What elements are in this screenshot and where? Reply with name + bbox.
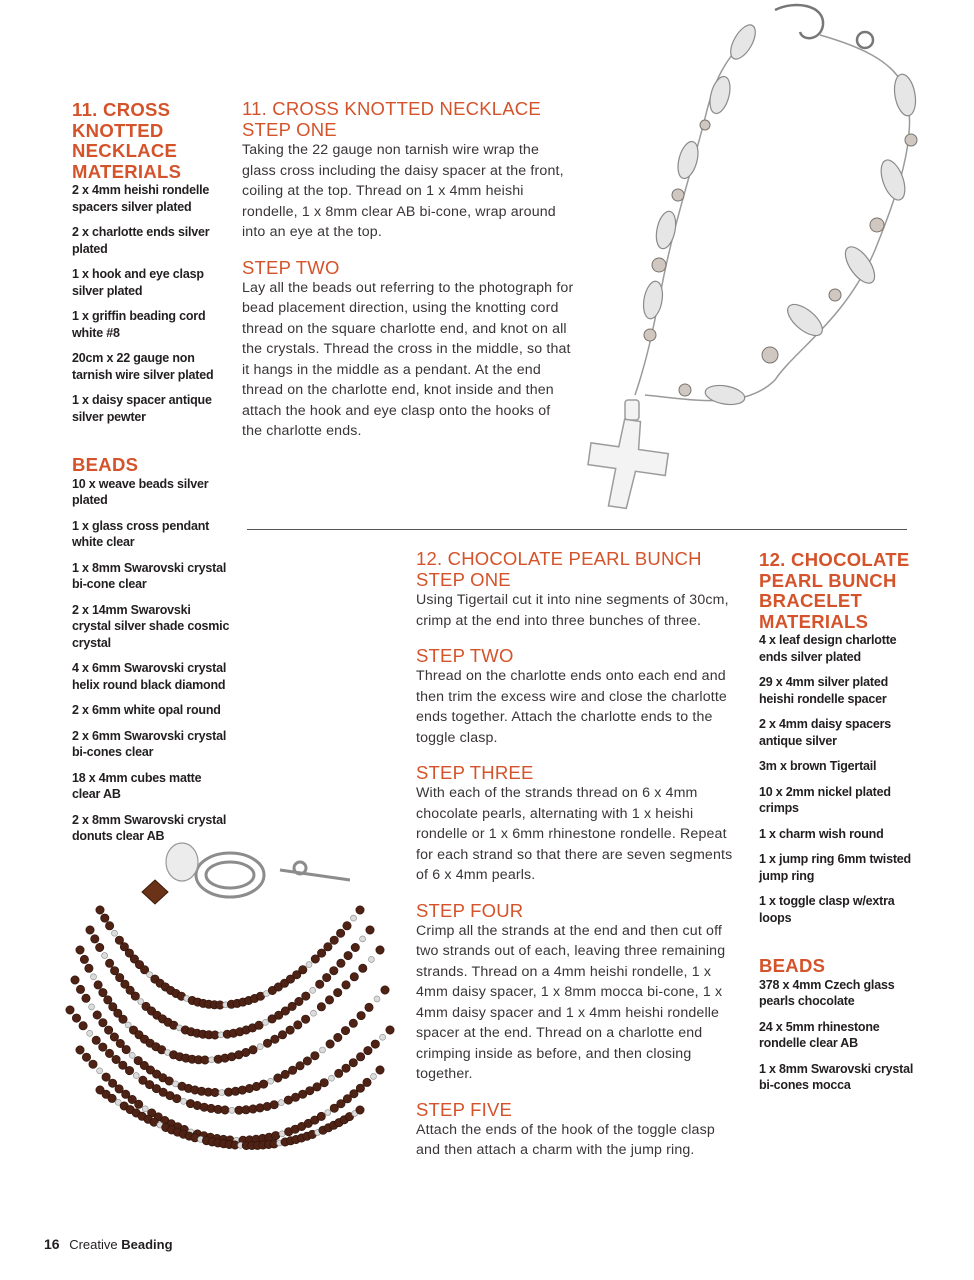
step-text: Thread on the charlotte ends onto each end and then trim the excess wire and close the charlotte ends together. Attach the charlotte ends to the toggle clasp.: [416, 668, 727, 746]
pearl-bead: [359, 964, 367, 972]
step-heading: STEP TWO: [416, 645, 514, 666]
rondelle-bead: [142, 1106, 148, 1112]
pearl-bead: [82, 994, 90, 1002]
list-item: 4 x leaf design charlotte ends silver plated: [759, 633, 897, 664]
pearl-bead: [334, 988, 342, 996]
pearl-bead: [317, 949, 325, 957]
pearl-bead: [356, 906, 364, 914]
step-heading: STEP ONE: [416, 569, 511, 590]
materials-list-12: [759, 632, 917, 926]
rondelle-bead: [278, 1100, 284, 1106]
rondelle-bead: [209, 1057, 215, 1063]
pearl-bead: [86, 926, 94, 934]
pearl-bead: [286, 1026, 294, 1034]
pearl-bead: [173, 1094, 181, 1102]
pearl-bead: [330, 967, 338, 975]
pearl-bead: [76, 985, 84, 993]
pearl-bead: [105, 922, 113, 930]
list-item: 1 x daisy spacer antique silver pewter: [72, 393, 212, 424]
rondelle-bead: [374, 996, 380, 1002]
rondelle-bead: [91, 974, 97, 980]
pearl-bead: [122, 1045, 130, 1053]
pearl-bead: [110, 967, 118, 975]
pearl-bead: [299, 966, 307, 974]
materials-heading-11: 11. CROSS KNOTTED NECKLACE MATERIALS: [72, 99, 182, 182]
pearl-bead: [82, 1053, 90, 1061]
rondelle-bead: [311, 1010, 317, 1016]
section-divider: [247, 529, 907, 530]
pearl-bead: [294, 1021, 302, 1029]
instructions-11: [242, 98, 574, 456]
pearl-bead: [270, 1101, 278, 1109]
beads-heading-11: BEADS: [72, 454, 139, 475]
bracelet-photo: [60, 840, 405, 1220]
pearl-bead: [326, 1040, 334, 1048]
pearl-bead: [343, 922, 351, 930]
pearl-bead: [201, 1056, 209, 1064]
beads-list-11: [72, 476, 230, 845]
list-item: 2 x 6mm white opal round: [72, 703, 221, 717]
step-heading: STEP FOUR: [416, 899, 524, 921]
hook-clasp: [775, 5, 873, 48]
pearl-bead: [259, 1080, 267, 1088]
magazine-brand: Beading: [121, 1237, 173, 1252]
rondelle-bead: [371, 1073, 377, 1079]
pearl-bead: [335, 1069, 343, 1077]
pearl-bead: [92, 1036, 100, 1044]
beads-heading-12: BEADS: [759, 955, 826, 976]
rondelle-bead: [360, 936, 366, 942]
project-title-11: 11. CROSS KNOTTED NECKLACE: [242, 98, 541, 119]
list-item: 1 x charm wish round: [759, 826, 884, 841]
instructions-12: [416, 548, 734, 1175]
list-item: 4 x 6mm Swarovski crystal helix round black diamond: [72, 661, 227, 692]
list-item: 1 x griffin beading cord white #8: [72, 309, 206, 340]
rondelle-bead: [257, 1044, 263, 1050]
pearl-bead: [221, 1106, 229, 1114]
rondelle-bead: [129, 1052, 135, 1058]
step-text: Lay all the beads out referring to the photograph for bead placement direction, using the knotting cord thread on the square charlotte end, and knot on all the crystals. Thread the cross in the middle, so that it hangs in the middle as a pendant. At the end thread on the charlotte end, knot inside and then attach the hook and eye clasp onto the hooks of the charlotte ends.: [242, 279, 574, 439]
step-text: Taking the 22 gauge non tarnish wire wrap the glass cross including the daisy spacer at the front, coiling at the top. Thread on 1 x 4mm heishi rondelle, 1 x 8mm clear AB bi-cone, wrap around into an eye at the top.: [242, 142, 564, 240]
pearl-bead: [76, 946, 84, 954]
pearl-bead: [125, 1066, 133, 1074]
pearl-bead: [211, 1088, 219, 1096]
pearl-bead: [281, 1070, 289, 1078]
step-text: Using Tigertail cut it into nine segments of 30cm, crimp at the end into three bunches of three.: [416, 592, 729, 629]
necklace-photo: [575, 0, 974, 520]
pearl-bead: [302, 992, 310, 1000]
pearl-bead: [325, 996, 333, 1004]
pearl-bead: [356, 1084, 364, 1092]
pearl-bead: [105, 959, 113, 967]
pearl-bead: [364, 1046, 372, 1054]
pearl-bead: [255, 1021, 263, 1029]
pearl-bead: [357, 1011, 365, 1019]
materials-list-11: [72, 182, 230, 425]
pearl-bead: [272, 1131, 280, 1139]
pearl-bead: [376, 946, 384, 954]
pearl-bead: [349, 1059, 357, 1067]
pearl-bead: [303, 1057, 311, 1065]
pearl-bead: [323, 973, 331, 981]
bicone-crystal: [142, 880, 168, 904]
cross-pendant: [583, 400, 672, 513]
rondelle-bead: [112, 930, 118, 936]
pearl-bead: [101, 914, 109, 922]
pearl-bead: [342, 1064, 350, 1072]
rondelle-bead: [268, 1078, 274, 1084]
rondelle-bead: [181, 1098, 187, 1104]
rondelle-bead: [133, 1073, 139, 1079]
toggle-clasp: [196, 853, 350, 897]
rondelle-bead: [310, 987, 316, 993]
pearl-bead: [365, 1003, 373, 1011]
pearl-bead: [135, 1100, 143, 1108]
pearl-bead: [356, 1106, 364, 1114]
pearl-bead: [342, 981, 350, 989]
pearl-bead: [330, 936, 338, 944]
pearl-bead: [324, 943, 332, 951]
pearl-bead: [71, 976, 79, 984]
project-title-12: 12. CHOCOLATE PEARL BUNCH: [416, 548, 702, 569]
rondelle-bead: [219, 1090, 225, 1096]
list-item: 2 x 6mm Swarovski crystal bi-cones clear: [72, 728, 227, 759]
pearl-bead: [296, 1062, 304, 1070]
step-heading: STEP FIVE: [416, 1098, 513, 1120]
pearl-bead: [311, 1052, 319, 1060]
list-item: 24 x 5mm rhinestone rondelle clear AB: [759, 1019, 880, 1050]
rondelle-bead: [306, 962, 312, 968]
pearl-bead: [91, 935, 99, 943]
pearl-bead: [80, 955, 88, 963]
materials-heading-12: 12. CHOCOLATE PEARL BUNCH BRACELET MATERIALS: [759, 549, 910, 632]
list-item: 10 x 2mm nickel plated crimps: [759, 784, 891, 815]
pearl-bead: [108, 1079, 116, 1087]
pearl-bead: [381, 986, 389, 994]
rondelle-bead: [320, 1047, 326, 1053]
pearl-bead: [102, 1073, 110, 1081]
pearl-bead: [316, 980, 324, 988]
pearl-bead: [363, 1078, 371, 1086]
pearl-bead: [119, 1015, 127, 1023]
charm: [166, 843, 198, 881]
list-item: 1 x 8mm Swarovski crystal bi-cone clear: [72, 560, 227, 591]
pearl-bead: [112, 1055, 120, 1063]
pearl-bead: [79, 1022, 87, 1030]
pearl-bead: [317, 1112, 325, 1120]
pearl-bead: [99, 988, 107, 996]
step-text: With each of the strands thread on 6 x 4mm chocolate pearls, alternating with 1 x heishi rondelle or 1 x 6mm rhinestone rondelle. Repeat for each strand so that there are seven segments of 6 x 4mm pearls.: [416, 785, 733, 883]
pearl-bead: [131, 992, 139, 1000]
list-item: 29 x 4mm silver plated heishi rondelle spacer: [759, 675, 889, 706]
list-item: 1 x hook and eye clasp silver plated: [72, 267, 204, 298]
pearl-bead: [105, 1049, 113, 1057]
rondelle-bead: [351, 915, 357, 921]
pearl-bead: [386, 1026, 394, 1034]
rondelle-bead: [368, 956, 374, 962]
rondelle-bead: [89, 1004, 95, 1010]
weave-beads: [641, 21, 919, 407]
materials-column-12: [759, 550, 917, 1103]
rondelle-bead: [380, 1034, 386, 1040]
pearl-bead: [288, 1066, 296, 1074]
pearl-bead: [99, 1019, 107, 1027]
pearl-bead: [334, 1033, 342, 1041]
pearl-bead: [94, 981, 102, 989]
rondelle-bead: [97, 1068, 103, 1074]
pearl-bead: [66, 1006, 74, 1014]
step-heading: STEP TWO: [242, 256, 340, 278]
list-item: 20cm x 22 gauge non tarnish wire silver plated: [72, 351, 214, 382]
step-heading: STEP ONE: [242, 119, 337, 140]
materials-column-11: [72, 100, 230, 854]
pearl-bead: [76, 1046, 84, 1054]
pearl-bead: [110, 1033, 118, 1041]
list-item: 2 x 4mm heishi rondelle spacers silver plated: [72, 183, 210, 214]
pearl-bead: [249, 1046, 257, 1054]
pearl-bead: [356, 1053, 364, 1061]
list-item: 10 x weave beads silver plated: [72, 476, 209, 507]
step-text: Attach the ends of the hook of the toggle clasp and then attach a charm with the jump ring.: [416, 1121, 715, 1158]
list-item: 1 x glass cross pendant white clear: [72, 518, 210, 549]
pearl-bead: [263, 1039, 271, 1047]
pearl-bead: [108, 1094, 116, 1102]
pearl-bead: [104, 1026, 112, 1034]
list-item: 3m x brown Tigertail: [759, 759, 877, 773]
pearl-bead: [336, 929, 344, 937]
pearl-bead: [366, 926, 374, 934]
page-number: 16: [44, 1236, 60, 1252]
list-item: 378 x 4mm Czech glass pearls chocolate: [759, 977, 895, 1008]
list-item: 2 x 14mm Swarovski crystal silver shade cosmic crystal: [72, 602, 230, 650]
beads-list-12: [759, 977, 917, 1094]
page-footer: [44, 1236, 173, 1252]
rondelle-bead: [325, 1110, 331, 1116]
pearl-bead: [165, 1077, 173, 1085]
list-item: 2 x 4mm daisy spacers antique silver: [759, 717, 892, 748]
pearl-bead: [93, 1011, 101, 1019]
rondelle-bead: [329, 1075, 335, 1081]
rondelle-bead: [263, 1019, 269, 1025]
list-item: 1 x toggle clasp w/extra loops: [759, 894, 895, 925]
pearl-bead: [295, 997, 303, 1005]
pearl-bead: [320, 1079, 328, 1087]
pearl-bead: [371, 1040, 379, 1048]
step-text: Crimp all the strands at the end and then cut off two strands out of each, leaving three remaining strands. Thread on a 4mm heishi rondelle, 1 x 4mm daisy spacer, 1 x 8mm mocca bi-cone, 1 x 4mm daisy spacer and 1 x 4mm heishi rondelle spacer at the end. Thread on a charlotte end crimping inside as before, and then closing together.: [416, 922, 726, 1082]
pearl-bead: [301, 1015, 309, 1023]
pearl-strands: [66, 906, 394, 1150]
pearl-bead: [85, 964, 93, 972]
pearl-bead: [341, 1026, 349, 1034]
pearl-bead: [337, 959, 345, 967]
pearl-bead: [350, 973, 358, 981]
list-item: 18 x 4mm cubes matte clear AB: [72, 770, 202, 801]
pearl-bead: [96, 906, 104, 914]
pearl-bead: [72, 1014, 80, 1022]
pearl-bead: [351, 943, 359, 951]
pearl-bead: [376, 1066, 384, 1074]
pearl-bead: [349, 1019, 357, 1027]
rondelle-bead: [87, 1030, 93, 1036]
magazine-prefix: Creative: [69, 1237, 118, 1252]
magazine-name: [69, 1237, 172, 1252]
necklace-cord: [635, 35, 910, 401]
pearl-bead: [278, 1031, 286, 1039]
list-item: 1 x 8mm Swarovski crystal bi-cones mocca: [759, 1061, 914, 1092]
pearl-bead: [344, 951, 352, 959]
pearl-bead: [89, 1060, 97, 1068]
pearl-bead: [99, 1043, 107, 1051]
step-heading: STEP THREE: [416, 762, 534, 783]
rondelle-bead: [102, 953, 108, 959]
pearl-bead: [96, 943, 104, 951]
pearl-bead: [271, 1035, 279, 1043]
rondelle-bead: [229, 1107, 235, 1113]
list-item: 1 x jump ring 6mm twisted jump ring: [759, 852, 911, 883]
pearl-bead: [317, 1003, 325, 1011]
list-item: 2 x charlotte ends silver plated: [72, 225, 210, 256]
list-item: 2 x 8mm Swarovski crystal donuts clear AB: [72, 812, 227, 843]
